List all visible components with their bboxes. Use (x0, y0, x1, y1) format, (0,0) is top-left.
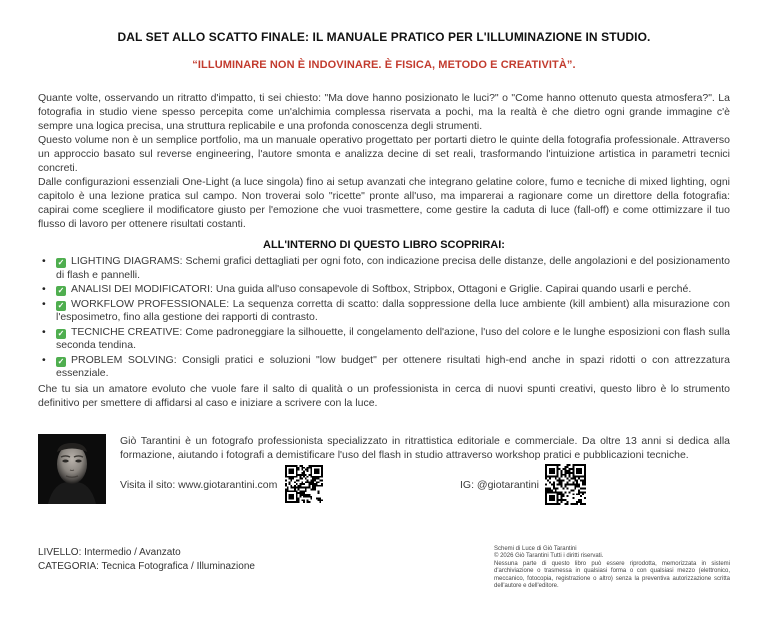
colophon-copyright-line: © 2026 Giò Tarantini Tutti i diritti riservati. (494, 553, 604, 560)
feature-item-workflow-professionale (42, 298, 730, 325)
author-bio: Giò Tarantini è un fotografo professionista specializzato in ritrattistica editoriale e commerciale. Da oltre 13 anni si dedica alla formazione, aiutando i fotografi a demistificare l'uso del flash in studio attraverso workshop pratici e pubblicazioni tecniche. (120, 434, 730, 461)
intro-section (38, 91, 730, 231)
feature-item-tecniche-creative (42, 326, 730, 353)
colophon-title-line: Schemi di Luce di Giò Tarantini (494, 545, 577, 552)
author-photo (38, 434, 106, 504)
qr-instagram-image (545, 464, 586, 505)
author-section (38, 434, 730, 506)
features-list (38, 255, 730, 381)
check-icon: ✓ (57, 300, 65, 310)
bullet-dot: • (42, 325, 46, 338)
qr-website-image (285, 465, 323, 503)
check-icon: ✓ (57, 258, 65, 267)
level-label: LIVELLO: Intermedio / Avanzato (38, 546, 181, 558)
check-icon: ✓ (57, 356, 65, 366)
feature-text: WORKFLOW PROFESSIONALE: La sequenza corretta di scatto: dalla soppressione della luce ambiente (kill ambient) alla misurazione con l'esposimetro, fino alla gestione dei rapporti di contrasto. (56, 297, 730, 323)
bullet-dot: • (42, 255, 46, 267)
feature-item-lighting-diagrams (42, 255, 730, 282)
website-link[interactable]: Visita il sito: www.giotarantini.com (120, 478, 278, 491)
closing-paragraph: Che tu sia un amatore evoluto che vuole fare il salto di qualità o un professionista in cerca di nuovi spunti creativi, questo libro è lo strumento definitivo per smettere di affidarsi al caso e iniziare a scrivere con la luce. (38, 382, 730, 409)
instagram-link[interactable]: IG: @giotarantini (460, 478, 539, 491)
check-icon: ✓ (57, 286, 65, 295)
feature-text: LIGHTING DIAGRAMS: Schemi grafici dettagliati per ogni foto, con indicazione precisa delle distanze, delle angolazioni e del posizionamento di flash e pannelli. (56, 255, 730, 281)
intro-paragraph-3: Dalle configurazioni essenziali One-Light (a luce singola) fino ai setup avanzati che integrano gelatine colore, fumo e tecniche di mixed lighting, ogni capitolo è una lezione pratica sul campo. Non troverai solo "ricette" pronte all'uso, ma imparerai a ragionare come un direttore della fotografia: capirai come scegliere il modificatore giusto per l'emozione che vuoi trasmettere, come gestire la caduta di luce (fall-off) e come ottimizzare il tuo flusso di lavoro per ottenere risultati costanti. (38, 176, 730, 230)
intro-paragraph-1: Quante volte, osservando un ritratto d'impatto, ti sei chiesto: "Ma dove hanno posizionato le luci?" o "Come hanno ottenuto questa atmosfera?". La fotografia in studio viene spesso percepita come un'alchimia complessa riservata a pochi, ma la realtà è che dietro ogni grande immagine c'è sempre una logica precisa, una struttura replicabile e una profonda conoscenza degli strumenti. (38, 92, 730, 132)
page-title: DAL SET ALLO SCATTO FINALE: IL MANUALE PRATICO PER L'ILLUMINAZIONE IN STUDIO. (117, 30, 651, 44)
copyright-colophon (494, 546, 730, 592)
intro-paragraph-2: Questo volume non è un semplice portfolio, ma un manuale operativo progettato per portarti dietro le quinte della fotografia professionale. Attraverso un approccio basato sul reverse engineering, l'autore smonta e analizza decine di set reali, trasformando l'intuizione artistica in parametri tecnici concreti. (38, 134, 730, 174)
features-heading: ALL'INTERNO DI QUESTO LIBRO SCOPRIRAI: (263, 239, 505, 251)
author-links-row (120, 464, 730, 506)
bullet-dot: • (42, 353, 46, 366)
feature-text: PROBLEM SOLVING: Consigli pratici e soluzioni "low budget" per ottenere risultati high-end anche in spazi ridotti o con attrezzatura essenziale. (56, 353, 730, 379)
page-subtitle: “ILLUMINARE NON È INDOVINARE. È FISICA, METODO E CREATIVITÀ”. (192, 59, 576, 71)
footer-section (38, 546, 730, 592)
author-portrait-image (38, 434, 106, 504)
colophon-rights-line: Nessuna parte di questo libro può essere riprodotta, memorizzata in sistemi d'archiviazione o trasmessa in qualsiasi forma o con qualsiasi mezzo (elettronico, meccanico, fotocopia, registrazione o altro) senza la preventiva autorizzazione scritta dell'autore e dell'editore. (494, 560, 730, 590)
bullet-dot: • (42, 283, 46, 295)
bullet-dot: • (42, 297, 46, 310)
category-label: CATEGORIA: Tecnica Fotografica / Illuminazione (38, 560, 255, 572)
feature-item-analisi-modificatori (42, 283, 730, 297)
feature-item-problem-solving (42, 354, 730, 381)
author-info (120, 434, 730, 506)
check-icon: ✓ (57, 328, 65, 338)
book-meta (38, 546, 255, 592)
feature-text: TECNICHE CREATIVE: Come padroneggiare la silhouette, il congelamento dell'azione, l'uso del colore e le lunghe esposizioni con flash sulla seconda tendina. (56, 325, 730, 351)
feature-text: ANALISI DEI MODIFICATORI: Una guida all'uso consapevole di Softbox, Stripbox, Ottagoni e Griglie. Capirai quando usarli e perché. (71, 283, 692, 295)
